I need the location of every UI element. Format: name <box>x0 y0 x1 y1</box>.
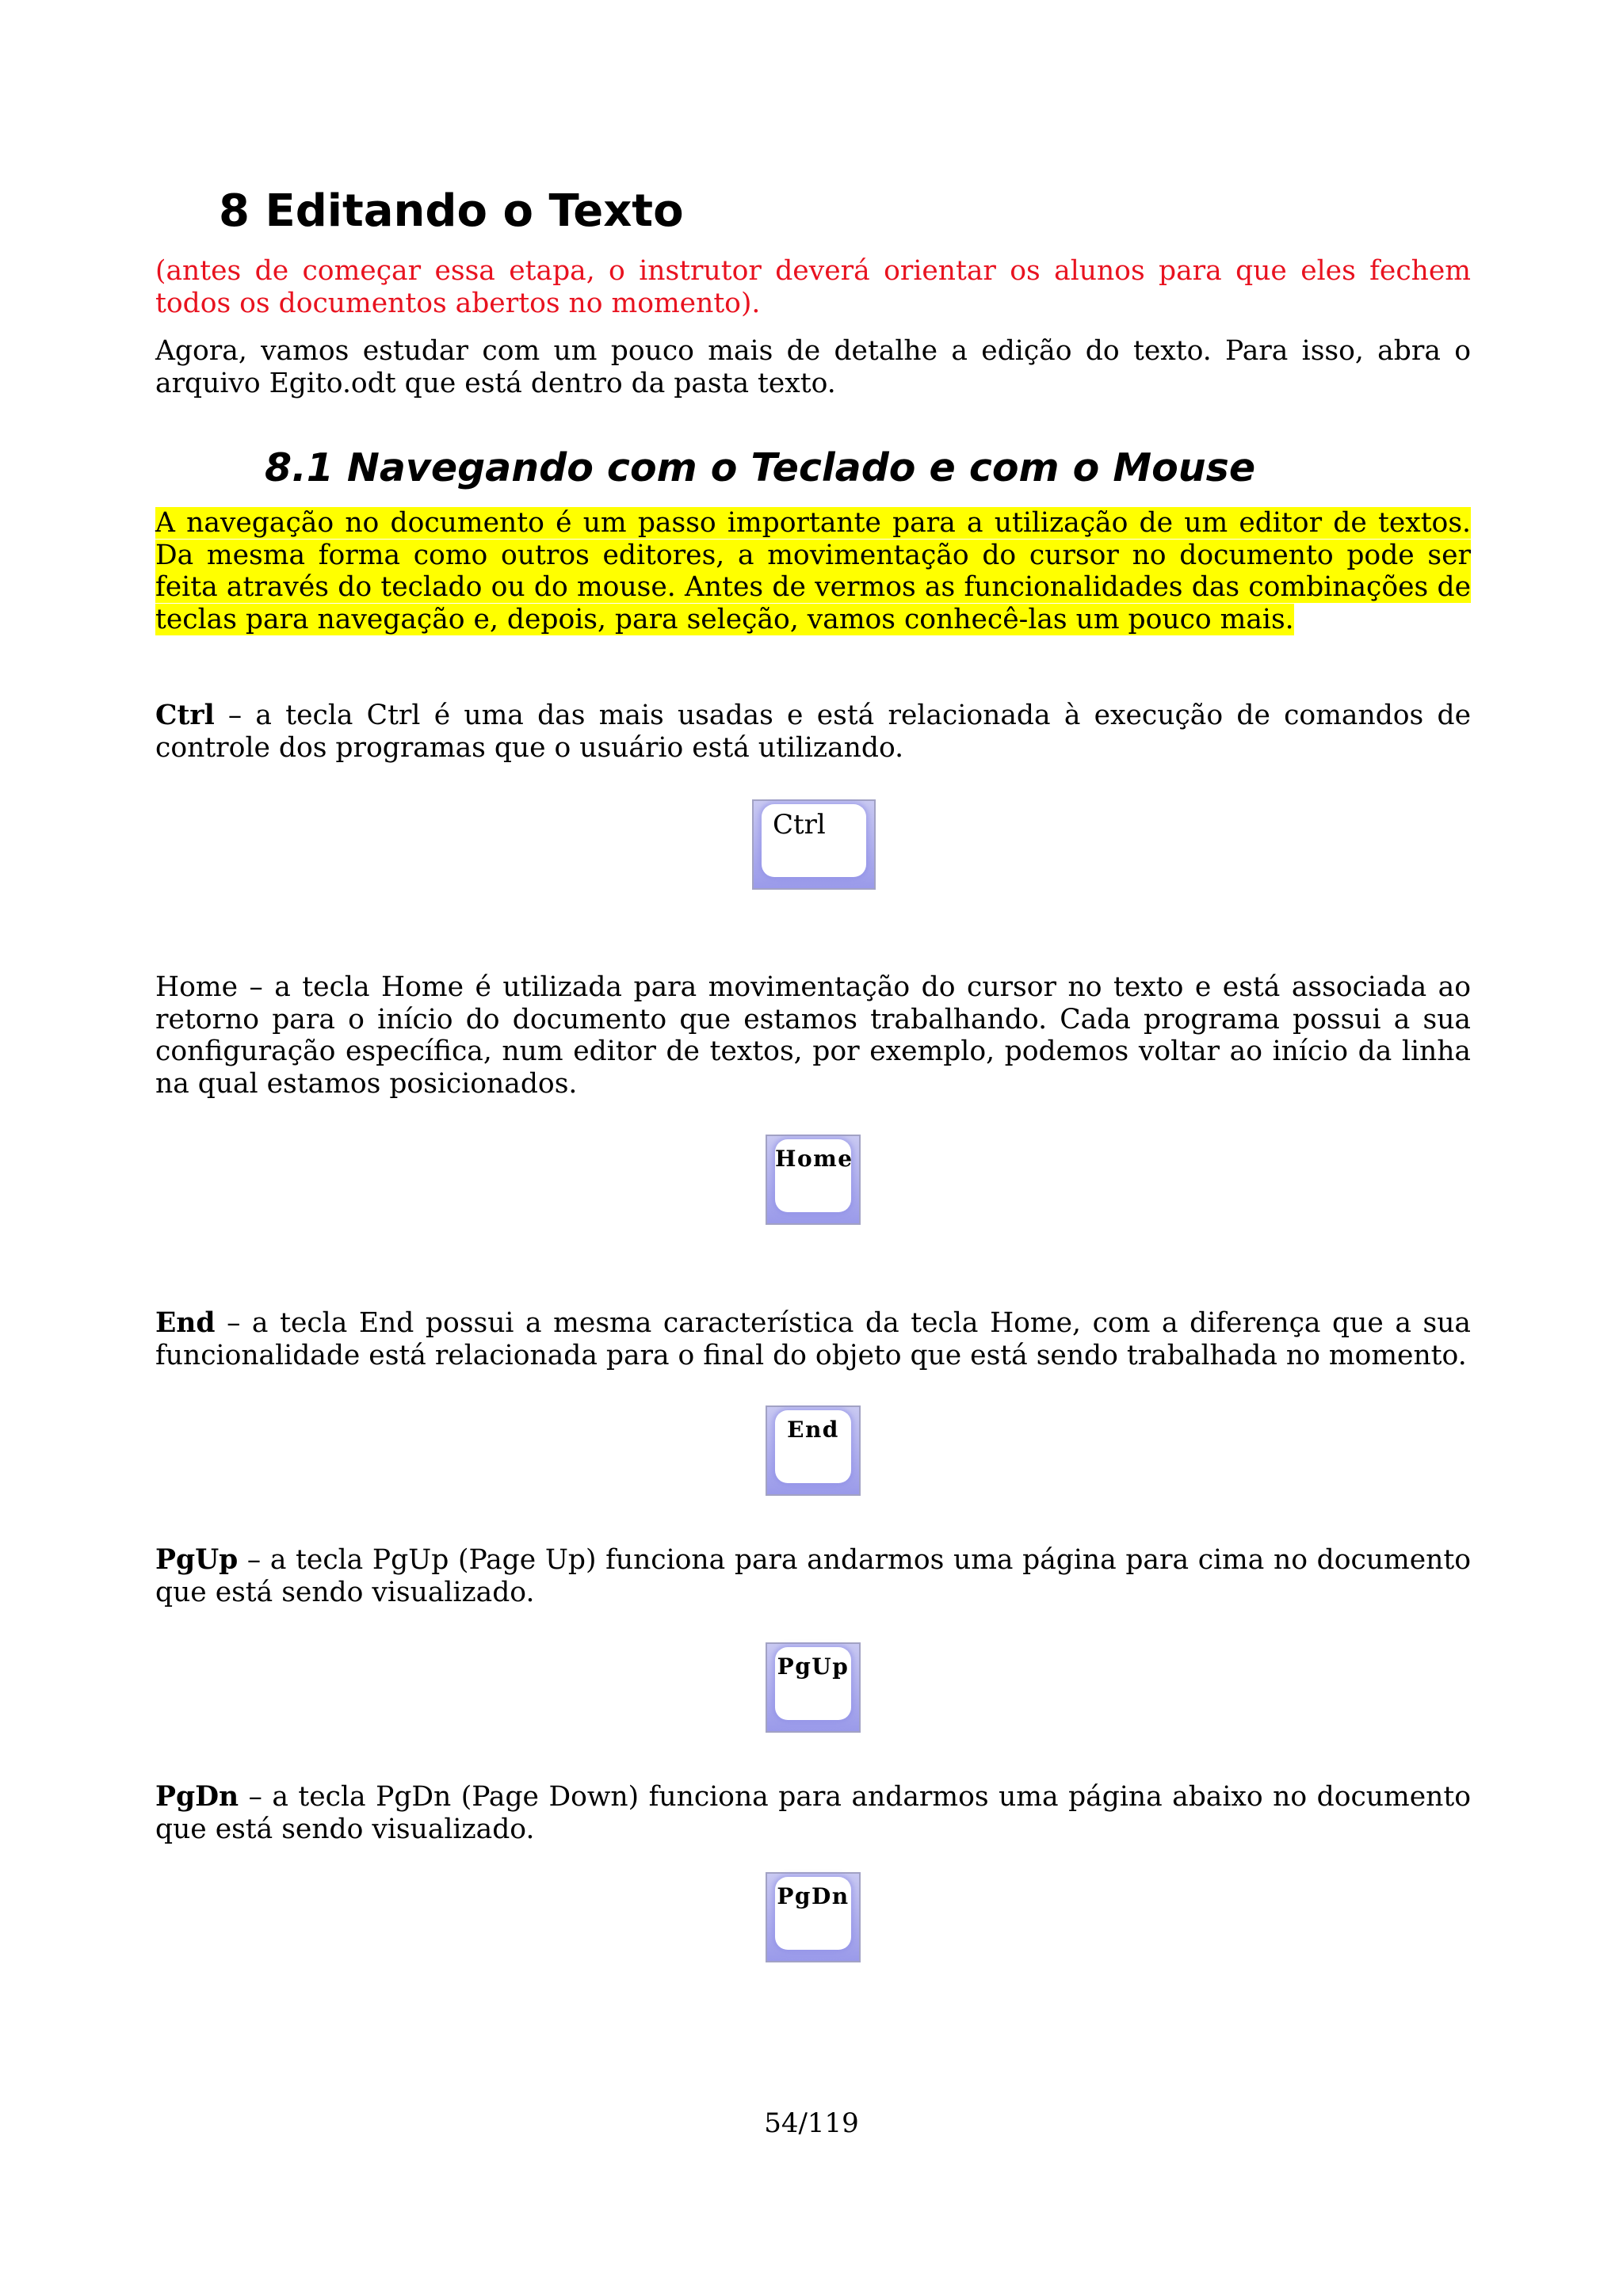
chapter-heading: 8 Editando o Texto <box>219 185 684 237</box>
pgdn-paragraph <box>155 1781 1471 1845</box>
pgup-description: – a tecla PgUp (Page Up) funciona para andarmos uma página para cima no documento que está sendo visualizado. <box>155 1544 1471 1608</box>
navigation-paragraph <box>155 507 1471 635</box>
section-heading: 8.1 Navegando com o Teclado e com o Mouse <box>265 445 1256 490</box>
home-key-cap <box>775 1139 854 1212</box>
intro-paragraph: Agora, vamos estudar com um pouco mais de detalhe a edição do texto. Para isso, abra o arquivo Egito.odt que está dentro da pasta texto. <box>155 335 1471 399</box>
home-paragraph: Home – a tecla Home é utilizada para movimentação do cursor no texto e está associada ao retorno para o início do documento que estamos trabalhando. Cada programa possui a sua configuração específica, num editor de textos, por exemplo, podemos voltar ao início da linha na qual estamos posicionados. <box>155 971 1471 1100</box>
ctrl-key-cap <box>762 804 866 877</box>
highlighted-text: A navegação no documento é um passo importante para a utilização de um editor de textos. Da mesma forma como outros editores, a movimentação do cursor no documento pode ser feita através do teclado ou do mouse. Antes de vermos as funcionalidades das combinações de teclas para navegação e, depois, para seleção, vamos conhecê-las um pouco mais. <box>155 507 1471 635</box>
pgup-key-label: PgUp <box>777 1653 850 1680</box>
instructor-note: (antes de começar essa etapa, o instrutor deverá orientar os alunos para que eles fechem todos os documentos abertos no momento). <box>155 255 1471 319</box>
end-key-image <box>766 1405 861 1496</box>
ctrl-key-label: Ctrl <box>773 809 826 841</box>
pgdn-key-image <box>766 1872 861 1962</box>
pgup-paragraph <box>155 1544 1471 1608</box>
pgdn-key-cap <box>775 1877 851 1950</box>
ctrl-term: Ctrl <box>155 700 215 731</box>
home-key-image <box>766 1135 861 1225</box>
ctrl-description: – a tecla Ctrl é uma das mais usadas e está relacionada à execução de comandos de controle dos programas que o usuário está utilizando. <box>155 700 1471 764</box>
pgdn-key-label: PgDn <box>777 1883 850 1909</box>
end-key-cap <box>775 1410 851 1483</box>
end-key-label: End <box>787 1417 839 1443</box>
pgup-key-cap <box>775 1647 851 1720</box>
pgup-term: PgUp <box>155 1544 239 1576</box>
page-number: 54/119 <box>764 2107 859 2139</box>
pgup-key-image <box>766 1642 861 1733</box>
end-paragraph <box>155 1307 1471 1371</box>
pgdn-term: PgDn <box>155 1781 239 1813</box>
end-description: – a tecla End possui a mesma característica da tecla Home, com a diferença que a sua funcionalidade está relacionada para o final do objeto que está sendo trabalhada no momento. <box>155 1307 1471 1371</box>
pgdn-description: – a tecla PgDn (Page Down) funciona para andarmos uma página abaixo no documento que está sendo visualizado. <box>155 1781 1471 1845</box>
end-term: End <box>155 1307 216 1339</box>
ctrl-paragraph <box>155 700 1471 764</box>
home-key-label: Home <box>775 1146 854 1172</box>
ctrl-key-image <box>752 799 876 890</box>
